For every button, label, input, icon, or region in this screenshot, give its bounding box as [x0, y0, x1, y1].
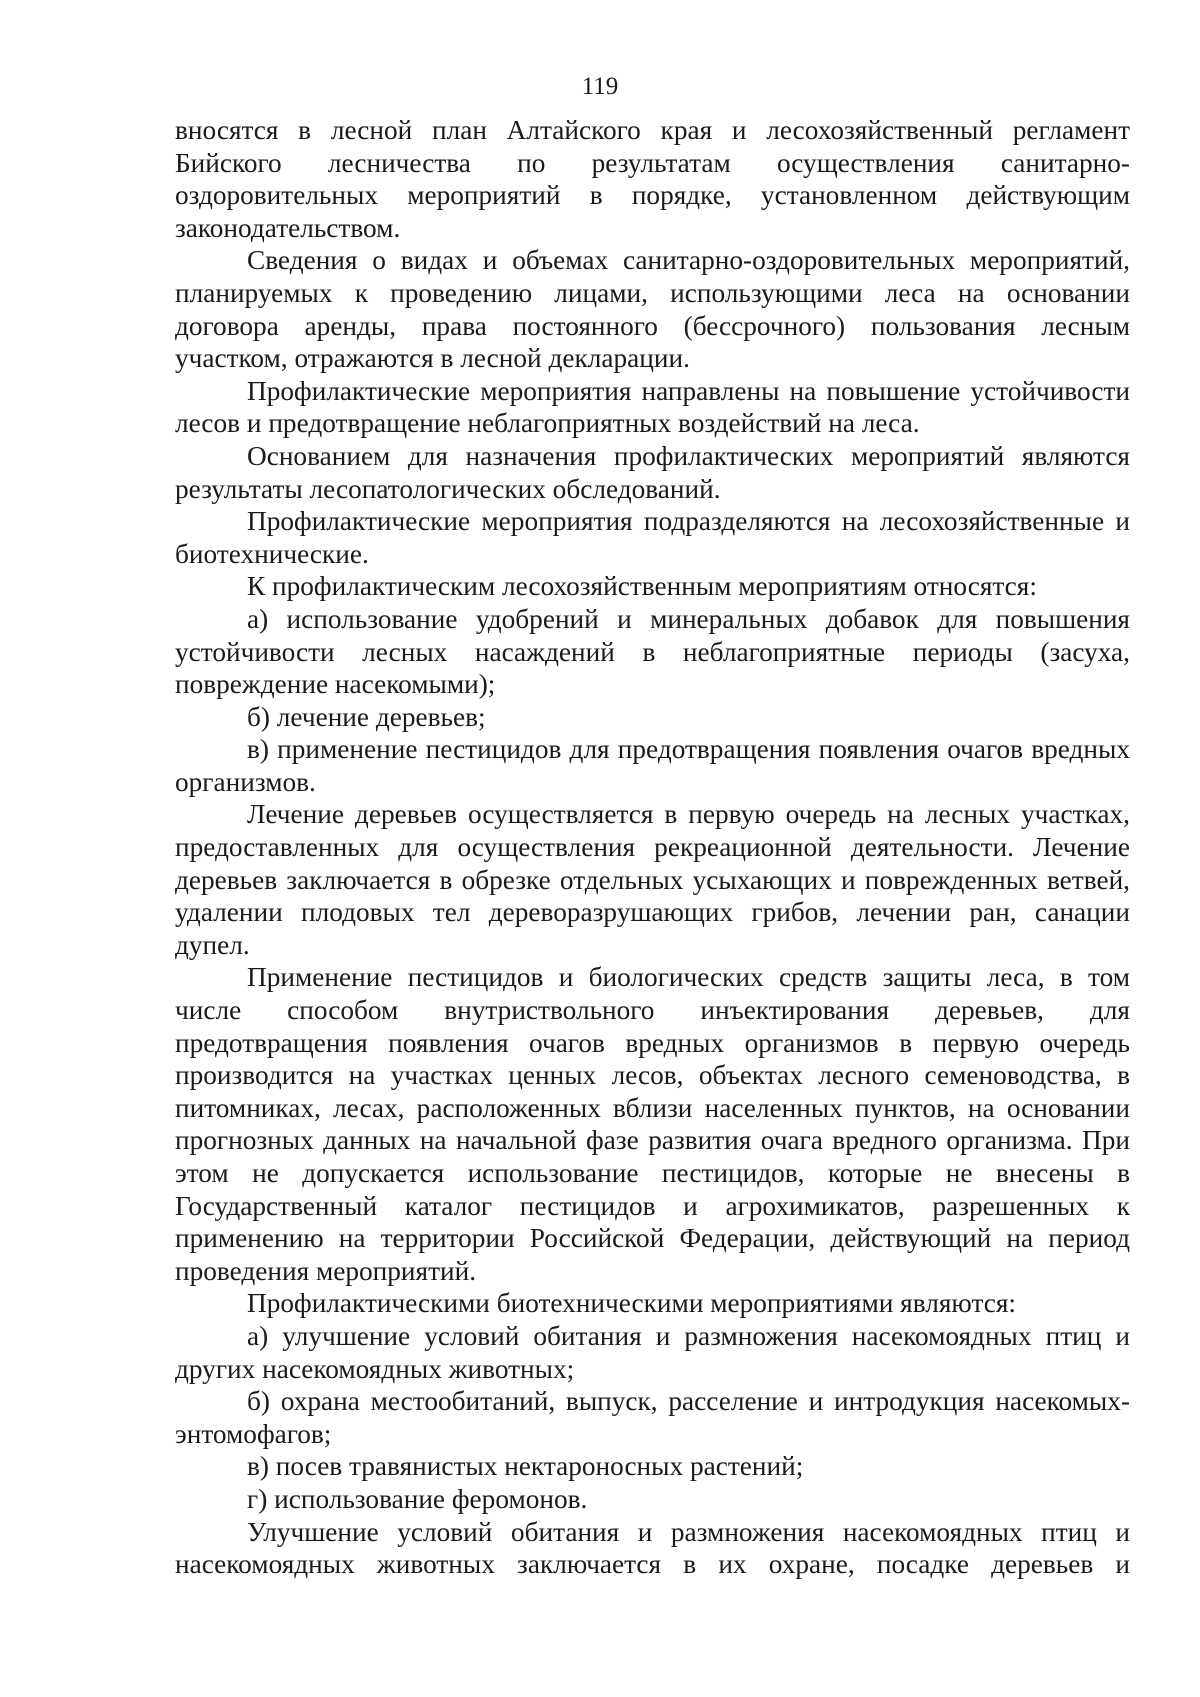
paragraph: Профилактические мероприятия подразделяются на лесохозяйственные и биотехнические. — [175, 506, 1130, 569]
list-item: а) улучшение условий обитания и размножения насекомоядных птиц и других насекомоядных животных; — [175, 1320, 1130, 1384]
paragraph: Профилактические мероприятия направлены на повышение устойчивости лесов и предотвращение неблагоприятных воздействий на леса. — [175, 375, 1130, 439]
list-item: а) использование удобрений и минеральных добавок для повышения устойчивости лесных насаждений в неблагоприятные периоды (засуха, повреждение насекомыми); — [175, 603, 1130, 700]
paragraph: вносятся в лесной план Алтайского края и лесохозяйственный регламент Бийского лесничества по результатам осуществления санитарно-оздоровительных мероприятий в порядке, установленном действующим законодательством. — [175, 115, 1130, 243]
page-number: 119 — [581, 73, 619, 100]
list-item: б) лечение деревьев; — [247, 701, 486, 732]
list-item: б) охрана местообитаний, выпуск, расселение и интродукция насекомых-энтомофагов; — [175, 1386, 1130, 1449]
paragraph: Профилактическими биотехническими мероприятиями являются: — [247, 1288, 1016, 1319]
paragraph: К профилактическим лесохозяйственным мероприятиям относятся: — [247, 571, 1037, 602]
paragraph: Применение пестицидов и биологических средств защиты леса, в том числе способом внутриствольного инъектирования деревьев, для предотвращения появления очагов вредных организмов в первую очередь производится на участках ценных лесов, объектах лесного семеноводства, в питомниках, лесах, расположенных вблизи населенных пунктов, на основании прогнозных данных на начальной фазе развития очага вредного организма. При этом не допускается использование пестицидов, которые не внесены в Государственный каталог пестицидов и агрохимикатов, разрешенных к применению на территории Российской Федерации, действующий на период проведения мероприятий. — [175, 962, 1130, 1286]
paragraph: Основанием для назначения профилактических мероприятий являются результаты лесопатологических обследований. — [175, 440, 1130, 504]
document-body — [175, 114, 1130, 1581]
paragraph: Сведения о видах и объемах санитарно-оздоровительных мероприятий, планируемых к проведению лицами, использующими леса на основании договора аренды, права постоянного (бессрочного) пользования лесным участком, отражаются в лесной декларации. — [175, 245, 1130, 374]
paragraph: Улучшение условий обитания и размножения насекомоядных птиц и насекомоядных животных заключается в их охране, посадке деревьев и — [175, 1516, 1130, 1580]
paragraph: Лечение деревьев осуществляется в первую очередь на лесных участках, предоставленных для осуществления рекреационной деятельности. Лечение деревьев заключается в обрезке отдельных усыхающих и поврежденных ветвей, удалении плодовых тел дереворазрушающих грибов, лечении ран, санации дупел. — [175, 799, 1130, 960]
list-item: в) применение пестицидов для предотвращения появления очагов вредных организмов. — [175, 734, 1130, 797]
list-item: г) использование феромонов. — [247, 1483, 588, 1514]
list-item: в) посев травянистых нектароносных растений; — [247, 1451, 804, 1482]
